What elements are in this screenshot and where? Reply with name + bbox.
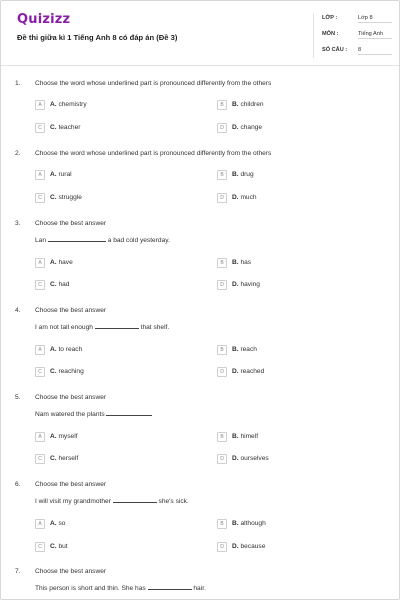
option-text: myself	[58, 433, 78, 440]
option-label: B.	[232, 346, 239, 353]
question-number: 7.	[15, 568, 21, 575]
option-label: B.	[232, 433, 239, 440]
option-letter-box: D	[217, 193, 227, 203]
option-label: A.	[50, 259, 57, 266]
option-letter-box: B	[217, 100, 227, 110]
sentence-before: Nam watered the plants	[35, 411, 105, 418]
sentence-after: a bad cold yesterday.	[107, 237, 170, 244]
answer-blank	[148, 589, 192, 590]
option-letter-box: C	[35, 123, 45, 133]
option-label: C.	[50, 124, 57, 131]
option-label: D.	[232, 124, 239, 131]
option-label: C.	[50, 194, 57, 201]
option-label: B.	[232, 259, 239, 266]
option-letter-box: C	[35, 454, 45, 464]
meta-count-label: SỐ CÂU :	[322, 47, 348, 53]
option-letter-box: D	[217, 542, 227, 552]
answer-blank	[113, 502, 157, 503]
question-prompt: Choose the word whose underlined part is pronounced differently from the others	[35, 150, 272, 157]
option-letter-box: D	[217, 454, 227, 464]
option-label: C.	[50, 281, 57, 288]
option-letter-box: A	[35, 432, 45, 442]
option-text: have	[58, 259, 73, 266]
option-text: reaching	[58, 368, 84, 375]
question-number: 3.	[15, 220, 21, 227]
option-letter-box: B	[217, 258, 227, 268]
option-text: although	[240, 520, 266, 527]
option-text: struggle	[58, 194, 82, 201]
option-text: but	[58, 543, 68, 550]
option-letter-box: C	[35, 367, 45, 377]
option-label: D.	[232, 194, 239, 201]
option-label: C.	[50, 368, 57, 375]
option-label: A.	[50, 101, 57, 108]
worksheet-header	[1, 1, 400, 66]
option-text: reach	[240, 346, 257, 353]
answer-blank	[106, 415, 152, 416]
option-label: A.	[50, 171, 57, 178]
option-label: A.	[50, 346, 57, 353]
option-text: chemistry	[58, 101, 87, 108]
option-letter-box: B	[217, 519, 227, 529]
question-number: 1.	[15, 80, 21, 87]
question-number: 5.	[15, 394, 21, 401]
question-prompt: Choose the best answer	[35, 568, 107, 575]
option-text: to reach	[58, 346, 83, 353]
question-number: 6.	[15, 481, 21, 488]
answer-blank	[95, 328, 139, 329]
option-letter-box: D	[217, 367, 227, 377]
option-text: herself	[58, 455, 79, 462]
question-sentence	[35, 498, 189, 505]
option-text: reached	[240, 368, 265, 375]
option-text: change	[240, 124, 263, 131]
option-letter-box: C	[35, 542, 45, 552]
question-prompt: Choose the word whose underlined part is pronounced differently from the others	[35, 80, 272, 87]
option-label: D.	[232, 368, 239, 375]
meta-panel	[313, 13, 393, 58]
option-letter-box: B	[217, 432, 227, 442]
option-text: having	[240, 281, 260, 288]
option-letter-box: A	[35, 258, 45, 268]
meta-grade-value: Lớp 8	[358, 15, 392, 23]
option-letter-box: C	[35, 280, 45, 290]
option-label: A.	[50, 520, 57, 527]
option-text: teacher	[58, 124, 81, 131]
option-letter-box: B	[217, 345, 227, 355]
meta-subject-value: Tiếng Anh	[358, 31, 392, 39]
option-text: because	[240, 543, 266, 550]
option-label: C.	[50, 543, 57, 550]
meta-subject-label: MÔN :	[322, 31, 339, 37]
question-number: 4.	[15, 307, 21, 314]
question-prompt: Choose the best answer	[35, 481, 107, 488]
option-label: B.	[232, 101, 239, 108]
option-text: drug	[240, 171, 254, 178]
option-text: children	[240, 101, 264, 108]
sentence-after: that shelf.	[140, 324, 170, 331]
meta-subject	[322, 31, 394, 41]
sentence-after: hair.	[193, 585, 206, 592]
worksheet-title: Đề thi giữa kì 1 Tiếng Anh 8 có đáp án (Đề 3)	[17, 33, 178, 42]
option-text: rural	[58, 171, 72, 178]
question-sentence	[35, 585, 206, 592]
question-sentence	[35, 324, 169, 331]
quizizz-logo: Quizizz	[17, 12, 71, 27]
option-letter-box: C	[35, 193, 45, 203]
option-text: ourselves	[240, 455, 269, 462]
option-label: C.	[50, 455, 57, 462]
option-letter-box: A	[35, 519, 45, 529]
meta-grade-label: LỚP :	[322, 15, 338, 21]
option-label: D.	[232, 543, 239, 550]
option-letter-box: A	[35, 345, 45, 355]
option-letter-box: B	[217, 170, 227, 180]
option-text: himelf	[240, 433, 259, 440]
question-prompt: Choose the best answer	[35, 307, 107, 314]
sentence-before: I will visit my grandmother	[35, 498, 111, 505]
question-number: 2.	[15, 150, 21, 157]
meta-count	[322, 47, 394, 57]
option-letter-box: D	[217, 123, 227, 133]
option-text: so	[58, 520, 66, 527]
question-sentence	[35, 237, 170, 244]
question-prompt: Choose the best answer	[35, 220, 107, 227]
option-text: much	[240, 194, 257, 201]
question-prompt: Choose the best answer	[35, 394, 107, 401]
option-label: D.	[232, 281, 239, 288]
option-label: D.	[232, 455, 239, 462]
option-letter-box: A	[35, 170, 45, 180]
option-label: A.	[50, 433, 57, 440]
meta-grade	[322, 15, 394, 25]
sentence-before: This person is short and thin. She has	[35, 585, 146, 592]
sentence-before: I am not tall enough	[35, 324, 93, 331]
option-letter-box: A	[35, 100, 45, 110]
answer-blank	[48, 241, 106, 242]
option-letter-box: D	[217, 280, 227, 290]
meta-count-value: 8	[358, 47, 392, 55]
option-text: has	[240, 259, 252, 266]
sentence-after: she's sick.	[158, 498, 189, 505]
option-label: B.	[232, 171, 239, 178]
sentence-before: Lan	[35, 237, 47, 244]
question-sentence	[35, 411, 152, 418]
option-text: had	[58, 281, 70, 288]
option-label: B.	[232, 520, 239, 527]
